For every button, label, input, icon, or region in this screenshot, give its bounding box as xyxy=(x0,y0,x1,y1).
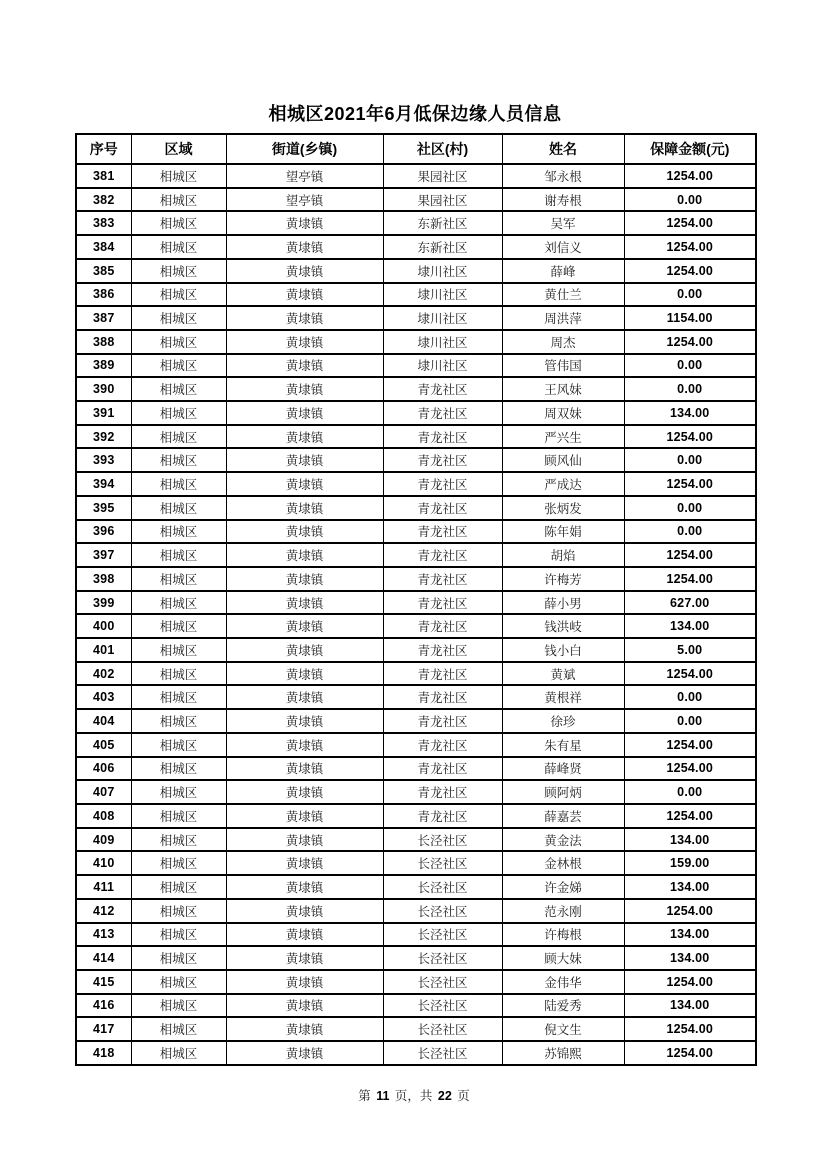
cell-town: 黄埭镇 xyxy=(226,211,383,235)
current-page-number: 11 xyxy=(376,1089,390,1103)
cell-name: 许梅芳 xyxy=(502,567,624,591)
cell-district: 相城区 xyxy=(131,828,226,852)
cell-name: 顾风仙 xyxy=(502,448,624,472)
cell-district: 相城区 xyxy=(131,780,226,804)
cell-amount: 1254.00 xyxy=(624,211,756,235)
cell-amount: 0.00 xyxy=(624,377,756,401)
header-name: 姓名 xyxy=(502,134,624,164)
table-row xyxy=(76,306,756,330)
cell-town: 黄埭镇 xyxy=(226,875,383,899)
cell-name: 黄金法 xyxy=(502,828,624,852)
cell-community: 长泾社区 xyxy=(383,828,502,852)
page-indicator-suffix: 页 xyxy=(457,1089,470,1103)
cell-district: 相城区 xyxy=(131,591,226,615)
cell-index: 394 xyxy=(76,472,131,496)
cell-district: 相城区 xyxy=(131,709,226,733)
cell-name: 许梅根 xyxy=(502,923,624,947)
cell-index: 399 xyxy=(76,591,131,615)
table-row xyxy=(76,354,756,378)
cell-community: 青龙社区 xyxy=(383,757,502,781)
cell-district: 相城区 xyxy=(131,448,226,472)
cell-index: 413 xyxy=(76,923,131,947)
cell-amount: 159.00 xyxy=(624,851,756,875)
cell-amount: 1254.00 xyxy=(624,425,756,449)
cell-community: 青龙社区 xyxy=(383,377,502,401)
page-indicator-prefix: 第 xyxy=(358,1089,371,1103)
cell-index: 416 xyxy=(76,994,131,1018)
page-indicator xyxy=(0,1086,828,1104)
table-row xyxy=(76,472,756,496)
cell-name: 薛峰 xyxy=(502,259,624,283)
header-community: 社区(村) xyxy=(383,134,502,164)
cell-community: 埭川社区 xyxy=(383,354,502,378)
cell-town: 黄埭镇 xyxy=(226,614,383,638)
cell-name: 黄仕兰 xyxy=(502,283,624,307)
cell-district: 相城区 xyxy=(131,1017,226,1041)
cell-amount: 0.00 xyxy=(624,188,756,212)
table-row xyxy=(76,188,756,212)
cell-amount: 1254.00 xyxy=(624,567,756,591)
cell-town: 黄埭镇 xyxy=(226,283,383,307)
cell-district: 相城区 xyxy=(131,946,226,970)
cell-town: 黄埭镇 xyxy=(226,520,383,544)
cell-district: 相城区 xyxy=(131,851,226,875)
cell-amount: 0.00 xyxy=(624,780,756,804)
cell-community: 青龙社区 xyxy=(383,520,502,544)
cell-district: 相城区 xyxy=(131,733,226,757)
cell-district: 相城区 xyxy=(131,306,226,330)
cell-district: 相城区 xyxy=(131,804,226,828)
cell-index: 392 xyxy=(76,425,131,449)
cell-amount: 134.00 xyxy=(624,828,756,852)
table-row xyxy=(76,851,756,875)
cell-index: 402 xyxy=(76,662,131,686)
table-row xyxy=(76,780,756,804)
table-row xyxy=(76,1017,756,1041)
cell-index: 397 xyxy=(76,543,131,567)
table-row xyxy=(76,164,756,188)
cell-amount: 1254.00 xyxy=(624,662,756,686)
cell-name: 邹永根 xyxy=(502,164,624,188)
table-row xyxy=(76,591,756,615)
cell-town: 黄埭镇 xyxy=(226,567,383,591)
cell-community: 青龙社区 xyxy=(383,638,502,662)
cell-index: 390 xyxy=(76,377,131,401)
cell-district: 相城区 xyxy=(131,923,226,947)
cell-town: 黄埭镇 xyxy=(226,804,383,828)
cell-amount: 1254.00 xyxy=(624,899,756,923)
table-row xyxy=(76,685,756,709)
cell-index: 408 xyxy=(76,804,131,828)
cell-district: 相城区 xyxy=(131,757,226,781)
table-row xyxy=(76,448,756,472)
cell-index: 391 xyxy=(76,401,131,425)
cell-amount: 1254.00 xyxy=(624,757,756,781)
cell-name: 张炳发 xyxy=(502,496,624,520)
cell-town: 黄埭镇 xyxy=(226,780,383,804)
cell-town: 望亭镇 xyxy=(226,164,383,188)
cell-district: 相城区 xyxy=(131,330,226,354)
cell-amount: 1254.00 xyxy=(624,1041,756,1065)
cell-town: 黄埭镇 xyxy=(226,733,383,757)
cell-community: 青龙社区 xyxy=(383,591,502,615)
cell-district: 相城区 xyxy=(131,520,226,544)
cell-town: 黄埭镇 xyxy=(226,425,383,449)
cell-town: 黄埭镇 xyxy=(226,994,383,1018)
cell-district: 相城区 xyxy=(131,567,226,591)
table-row xyxy=(76,543,756,567)
cell-index: 383 xyxy=(76,211,131,235)
cell-amount: 1254.00 xyxy=(624,259,756,283)
table-row xyxy=(76,733,756,757)
cell-index: 382 xyxy=(76,188,131,212)
table-row xyxy=(76,520,756,544)
cell-name: 严兴生 xyxy=(502,425,624,449)
table-row xyxy=(76,804,756,828)
header-row xyxy=(76,134,756,164)
cell-community: 埭川社区 xyxy=(383,283,502,307)
cell-name: 许金娣 xyxy=(502,875,624,899)
cell-index: 414 xyxy=(76,946,131,970)
cell-index: 385 xyxy=(76,259,131,283)
cell-district: 相城区 xyxy=(131,354,226,378)
cell-name: 顾大妹 xyxy=(502,946,624,970)
cell-amount: 0.00 xyxy=(624,283,756,307)
cell-district: 相城区 xyxy=(131,283,226,307)
cell-district: 相城区 xyxy=(131,1041,226,1065)
table-row xyxy=(76,923,756,947)
cell-community: 长泾社区 xyxy=(383,970,502,994)
cell-town: 黄埭镇 xyxy=(226,235,383,259)
cell-index: 388 xyxy=(76,330,131,354)
table-row xyxy=(76,638,756,662)
cell-town: 黄埭镇 xyxy=(226,472,383,496)
cell-community: 青龙社区 xyxy=(383,425,502,449)
cell-district: 相城区 xyxy=(131,970,226,994)
cell-town: 黄埭镇 xyxy=(226,543,383,567)
cell-amount: 1254.00 xyxy=(624,330,756,354)
cell-amount: 134.00 xyxy=(624,875,756,899)
cell-index: 403 xyxy=(76,685,131,709)
table-body xyxy=(76,164,756,1065)
table-row xyxy=(76,283,756,307)
cell-amount: 1254.00 xyxy=(624,1017,756,1041)
cell-index: 418 xyxy=(76,1041,131,1065)
cell-community: 青龙社区 xyxy=(383,496,502,520)
cell-district: 相城区 xyxy=(131,685,226,709)
cell-town: 黄埭镇 xyxy=(226,685,383,709)
table-row xyxy=(76,970,756,994)
cell-district: 相城区 xyxy=(131,899,226,923)
cell-amount: 134.00 xyxy=(624,401,756,425)
cell-name: 朱有星 xyxy=(502,733,624,757)
cell-district: 相城区 xyxy=(131,994,226,1018)
cell-district: 相城区 xyxy=(131,211,226,235)
cell-town: 黄埭镇 xyxy=(226,496,383,520)
cell-amount: 134.00 xyxy=(624,923,756,947)
cell-community: 青龙社区 xyxy=(383,472,502,496)
cell-community: 埭川社区 xyxy=(383,306,502,330)
cell-name: 刘信义 xyxy=(502,235,624,259)
cell-name: 徐珍 xyxy=(502,709,624,733)
cell-town: 黄埭镇 xyxy=(226,757,383,781)
cell-community: 青龙社区 xyxy=(383,733,502,757)
cell-town: 黄埭镇 xyxy=(226,923,383,947)
cell-district: 相城区 xyxy=(131,235,226,259)
cell-name: 倪文生 xyxy=(502,1017,624,1041)
table-row xyxy=(76,662,756,686)
cell-index: 381 xyxy=(76,164,131,188)
cell-name: 薛嘉芸 xyxy=(502,804,624,828)
header-district: 区域 xyxy=(131,134,226,164)
cell-amount: 1254.00 xyxy=(624,164,756,188)
table-row xyxy=(76,377,756,401)
cell-community: 青龙社区 xyxy=(383,543,502,567)
cell-community: 埭川社区 xyxy=(383,330,502,354)
cell-town: 黄埭镇 xyxy=(226,638,383,662)
cell-amount: 1254.00 xyxy=(624,804,756,828)
cell-town: 黄埭镇 xyxy=(226,354,383,378)
table-row xyxy=(76,330,756,354)
cell-community: 长泾社区 xyxy=(383,1017,502,1041)
cell-district: 相城区 xyxy=(131,164,226,188)
cell-amount: 0.00 xyxy=(624,354,756,378)
cell-district: 相城区 xyxy=(131,614,226,638)
table-row xyxy=(76,614,756,638)
cell-town: 黄埭镇 xyxy=(226,377,383,401)
cell-index: 411 xyxy=(76,875,131,899)
cell-community: 长泾社区 xyxy=(383,1041,502,1065)
cell-town: 黄埭镇 xyxy=(226,306,383,330)
cell-index: 406 xyxy=(76,757,131,781)
cell-community: 长泾社区 xyxy=(383,923,502,947)
cell-index: 407 xyxy=(76,780,131,804)
total-page-number: 22 xyxy=(437,1089,452,1103)
cell-amount: 0.00 xyxy=(624,496,756,520)
cell-name: 周双妹 xyxy=(502,401,624,425)
cell-district: 相城区 xyxy=(131,401,226,425)
table-row xyxy=(76,946,756,970)
cell-town: 黄埭镇 xyxy=(226,899,383,923)
cell-town: 黄埭镇 xyxy=(226,448,383,472)
cell-district: 相城区 xyxy=(131,425,226,449)
cell-town: 望亭镇 xyxy=(226,188,383,212)
page-title: 相城区2021年6月低保边缘人员信息 xyxy=(268,104,562,124)
cell-name: 黄根祥 xyxy=(502,685,624,709)
table-row xyxy=(76,994,756,1018)
cell-name: 顾阿炳 xyxy=(502,780,624,804)
table-row xyxy=(76,709,756,733)
cell-community: 青龙社区 xyxy=(383,567,502,591)
table-row xyxy=(76,401,756,425)
cell-community: 果园社区 xyxy=(383,188,502,212)
table-row xyxy=(76,496,756,520)
cell-name: 胡焰 xyxy=(502,543,624,567)
cell-name: 金林根 xyxy=(502,851,624,875)
cell-amount: 1254.00 xyxy=(624,970,756,994)
cell-town: 黄埭镇 xyxy=(226,259,383,283)
cell-index: 415 xyxy=(76,970,131,994)
cell-name: 薛峰贤 xyxy=(502,757,624,781)
cell-community: 长泾社区 xyxy=(383,994,502,1018)
cell-amount: 0.00 xyxy=(624,685,756,709)
cell-name: 谢寿根 xyxy=(502,188,624,212)
cell-district: 相城区 xyxy=(131,638,226,662)
cell-index: 412 xyxy=(76,899,131,923)
cell-community: 青龙社区 xyxy=(383,685,502,709)
table-row xyxy=(76,235,756,259)
cell-amount: 1254.00 xyxy=(624,543,756,567)
cell-index: 417 xyxy=(76,1017,131,1041)
header-index: 序号 xyxy=(76,134,131,164)
header-town: 街道(乡镇) xyxy=(226,134,383,164)
cell-index: 389 xyxy=(76,354,131,378)
cell-community: 青龙社区 xyxy=(383,709,502,733)
cell-town: 黄埭镇 xyxy=(226,1017,383,1041)
cell-name: 钱小白 xyxy=(502,638,624,662)
cell-index: 396 xyxy=(76,520,131,544)
cell-town: 黄埭镇 xyxy=(226,401,383,425)
cell-district: 相城区 xyxy=(131,875,226,899)
cell-district: 相城区 xyxy=(131,472,226,496)
cell-name: 薛小男 xyxy=(502,591,624,615)
table-row xyxy=(76,828,756,852)
cell-town: 黄埭镇 xyxy=(226,946,383,970)
cell-district: 相城区 xyxy=(131,377,226,401)
cell-amount: 1254.00 xyxy=(624,472,756,496)
table-row xyxy=(76,899,756,923)
cell-town: 黄埭镇 xyxy=(226,970,383,994)
cell-community: 果园社区 xyxy=(383,164,502,188)
table-row xyxy=(76,259,756,283)
cell-name: 金伟华 xyxy=(502,970,624,994)
cell-name: 严成达 xyxy=(502,472,624,496)
cell-name: 周杰 xyxy=(502,330,624,354)
cell-town: 黄埭镇 xyxy=(226,828,383,852)
cell-index: 393 xyxy=(76,448,131,472)
cell-district: 相城区 xyxy=(131,188,226,212)
table-row xyxy=(76,567,756,591)
cell-town: 黄埭镇 xyxy=(226,662,383,686)
cell-amount: 0.00 xyxy=(624,709,756,733)
cell-community: 长泾社区 xyxy=(383,946,502,970)
cell-amount: 134.00 xyxy=(624,994,756,1018)
cell-amount: 1154.00 xyxy=(624,306,756,330)
cell-community: 青龙社区 xyxy=(383,662,502,686)
cell-community: 长泾社区 xyxy=(383,899,502,923)
cell-town: 黄埭镇 xyxy=(226,851,383,875)
cell-amount: 1254.00 xyxy=(624,733,756,757)
table-row xyxy=(76,1041,756,1065)
cell-town: 黄埭镇 xyxy=(226,330,383,354)
cell-name: 管伟国 xyxy=(502,354,624,378)
cell-index: 398 xyxy=(76,567,131,591)
table-row xyxy=(76,757,756,781)
cell-index: 405 xyxy=(76,733,131,757)
cell-amount: 5.00 xyxy=(624,638,756,662)
cell-index: 410 xyxy=(76,851,131,875)
cell-index: 401 xyxy=(76,638,131,662)
cell-amount: 627.00 xyxy=(624,591,756,615)
cell-amount: 1254.00 xyxy=(624,235,756,259)
cell-community: 长泾社区 xyxy=(383,851,502,875)
cell-town: 黄埭镇 xyxy=(226,709,383,733)
cell-community: 青龙社区 xyxy=(383,448,502,472)
cell-name: 吴军 xyxy=(502,211,624,235)
cell-amount: 0.00 xyxy=(624,520,756,544)
benefit-table xyxy=(75,133,757,1066)
cell-name: 黄斌 xyxy=(502,662,624,686)
cell-community: 东新社区 xyxy=(383,235,502,259)
cell-community: 青龙社区 xyxy=(383,780,502,804)
cell-index: 395 xyxy=(76,496,131,520)
cell-name: 陆爱秀 xyxy=(502,994,624,1018)
cell-community: 东新社区 xyxy=(383,211,502,235)
table-header xyxy=(76,134,756,164)
header-amount: 保障金额(元) xyxy=(624,134,756,164)
cell-name: 钱洪岐 xyxy=(502,614,624,638)
cell-amount: 0.00 xyxy=(624,448,756,472)
cell-town: 黄埭镇 xyxy=(226,591,383,615)
cell-index: 386 xyxy=(76,283,131,307)
table-row xyxy=(76,425,756,449)
cell-name: 苏锦熙 xyxy=(502,1041,624,1065)
cell-index: 384 xyxy=(76,235,131,259)
cell-index: 404 xyxy=(76,709,131,733)
cell-community: 埭川社区 xyxy=(383,259,502,283)
cell-community: 长泾社区 xyxy=(383,875,502,899)
cell-district: 相城区 xyxy=(131,496,226,520)
cell-district: 相城区 xyxy=(131,543,226,567)
cell-index: 387 xyxy=(76,306,131,330)
cell-community: 青龙社区 xyxy=(383,401,502,425)
cell-district: 相城区 xyxy=(131,662,226,686)
cell-district: 相城区 xyxy=(131,259,226,283)
table-row xyxy=(76,875,756,899)
cell-amount: 134.00 xyxy=(624,614,756,638)
cell-amount: 134.00 xyxy=(624,946,756,970)
cell-name: 范永刚 xyxy=(502,899,624,923)
cell-town: 黄埭镇 xyxy=(226,1041,383,1065)
cell-community: 青龙社区 xyxy=(383,804,502,828)
cell-index: 409 xyxy=(76,828,131,852)
cell-community: 青龙社区 xyxy=(383,614,502,638)
cell-index: 400 xyxy=(76,614,131,638)
cell-name: 周洪萍 xyxy=(502,306,624,330)
cell-name: 陈年娟 xyxy=(502,520,624,544)
page-indicator-middle: 页，共 xyxy=(394,1089,433,1103)
cell-name: 王风妹 xyxy=(502,377,624,401)
table-row xyxy=(76,211,756,235)
